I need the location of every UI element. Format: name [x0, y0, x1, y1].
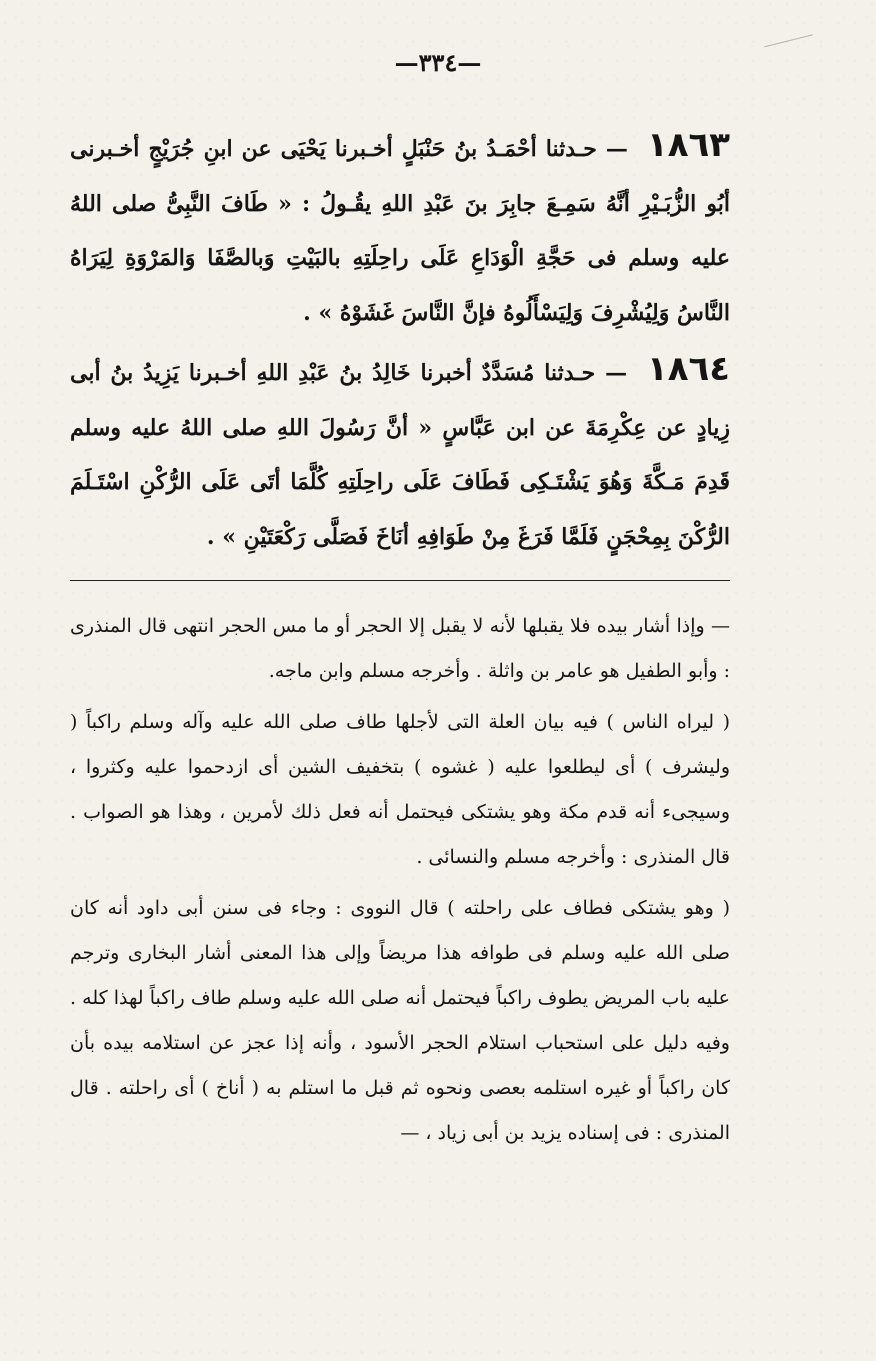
- hadith-1864: [70, 342, 730, 564]
- hadith-number: ١٨٦٤: [646, 349, 730, 389]
- commentary-paragraph: ( ليراه الناس ) فيه بيان العلة التى لأجلها طاف صلى الله عليه وآله وسلم راكباً ( وليشرف ) أى ليطلعوا عليه ( غشوه ) بتخفيف الشين أى ازدحموا عليه وكثروا ، وسيجىء أنه قدم مكة وهو يشتكى فيحتمل أنه فعل ذلك لأمرين ، وهذا هو الصواب . قال المنذرى : وأخرجه مسلم والنسائى .: [70, 711, 730, 868]
- hadith-text: — حـدثنا مُسَدَّدٌ أخبرنا خَالِدُ بنُ عَبْدِ اللهِ أخـبرنا يَزِيدُ بنُ أبى زِيادٍ عن عِكْرِمَةَ عن ابن عَبَّاسٍ « أنَّ رَسُولَ اللهِ صلى اللهُ عليه وسلم قَدِمَ مَـكَّةَ وَهُوَ يَشْتَـكِى فَطَافَ عَلَى راحِلَتِهِ كُلَّمَا أتَى عَلَى الرُّكْنِ اسْتَـلَمَ الرُّكْنَ بِمِحْجَنٍ فَلَمَّا فَرَغَ مِنْ طَوَافِهِ أنَاخَ فَصَلَّى رَكْعَتَيْنِ » .: [70, 360, 730, 550]
- hadith-number: ١٨٦٣: [646, 125, 730, 165]
- page-number: —٣٣٤—: [394, 48, 482, 77]
- hadith-section: [70, 118, 730, 564]
- commentary-paragraph: — وإذا أشار بيده فلا يقبلها لأنه لا يقبل إلا الحجر أو ما مس الحجر انتهى قال المنذرى : وأبو الطفيل هو عامر بن واثلة . وأخرجه مسلم وابن ماجه.: [70, 615, 730, 682]
- commentary-paragraph: ( وهو يشتكى فطاف على راحلته ) قال النووى : وجاء فى سنن أبى داود أنه كان صلى الله عليه وسلم فى طوافه هذا مريضاً وإلى هذا المعنى أشار البخارى وترجم عليه باب المريض يطوف راكباً فيحتمل أنه صلى الله عليه وسلم طاف راكباً لهذا كله . وفيه دليل على استحباب استلام الحجر الأسود ، وأنه إذا عجز عن استلامه بيده بأن كان راكباً أو غيره استلمه بعصى ونحوه ثم قبل ما استلم به ( أناخ ) أى راحلته . قال المنذرى : فى إسناده يزيد بن أبى زياد ، —: [70, 897, 730, 1144]
- footnote-divider: [70, 580, 730, 581]
- hadith-text: — حـدثنا أحْمَـدُ بنُ حَنْبَلٍ أخـبرنا يَحْيَى عن ابنِ جُرَيْجٍ أخـبرنى أبُو الزُّبَـيْرِ أنَّهُ سَمِـعَ جابِرَ بنَ عَبْدِ اللهِ يقُـولُ : « طَافَ النَّبِىُّ صلى اللهُ عليه وسلم فى حَجَّةِ الْوَدَاعِ عَلَى راحِلَتِهِ بالبَيْتِ وَبالصَّفَا وَالمَرْوَةِ لِيَرَاهُ النَّاسُ وَلِيُشْرِفَ وَلِيَسْأَلُوهُ فإنَّ النَّاسَ غَشَوْهُ » .: [70, 136, 730, 326]
- commentary-section: [70, 604, 730, 1156]
- hadith-1863: [70, 118, 730, 340]
